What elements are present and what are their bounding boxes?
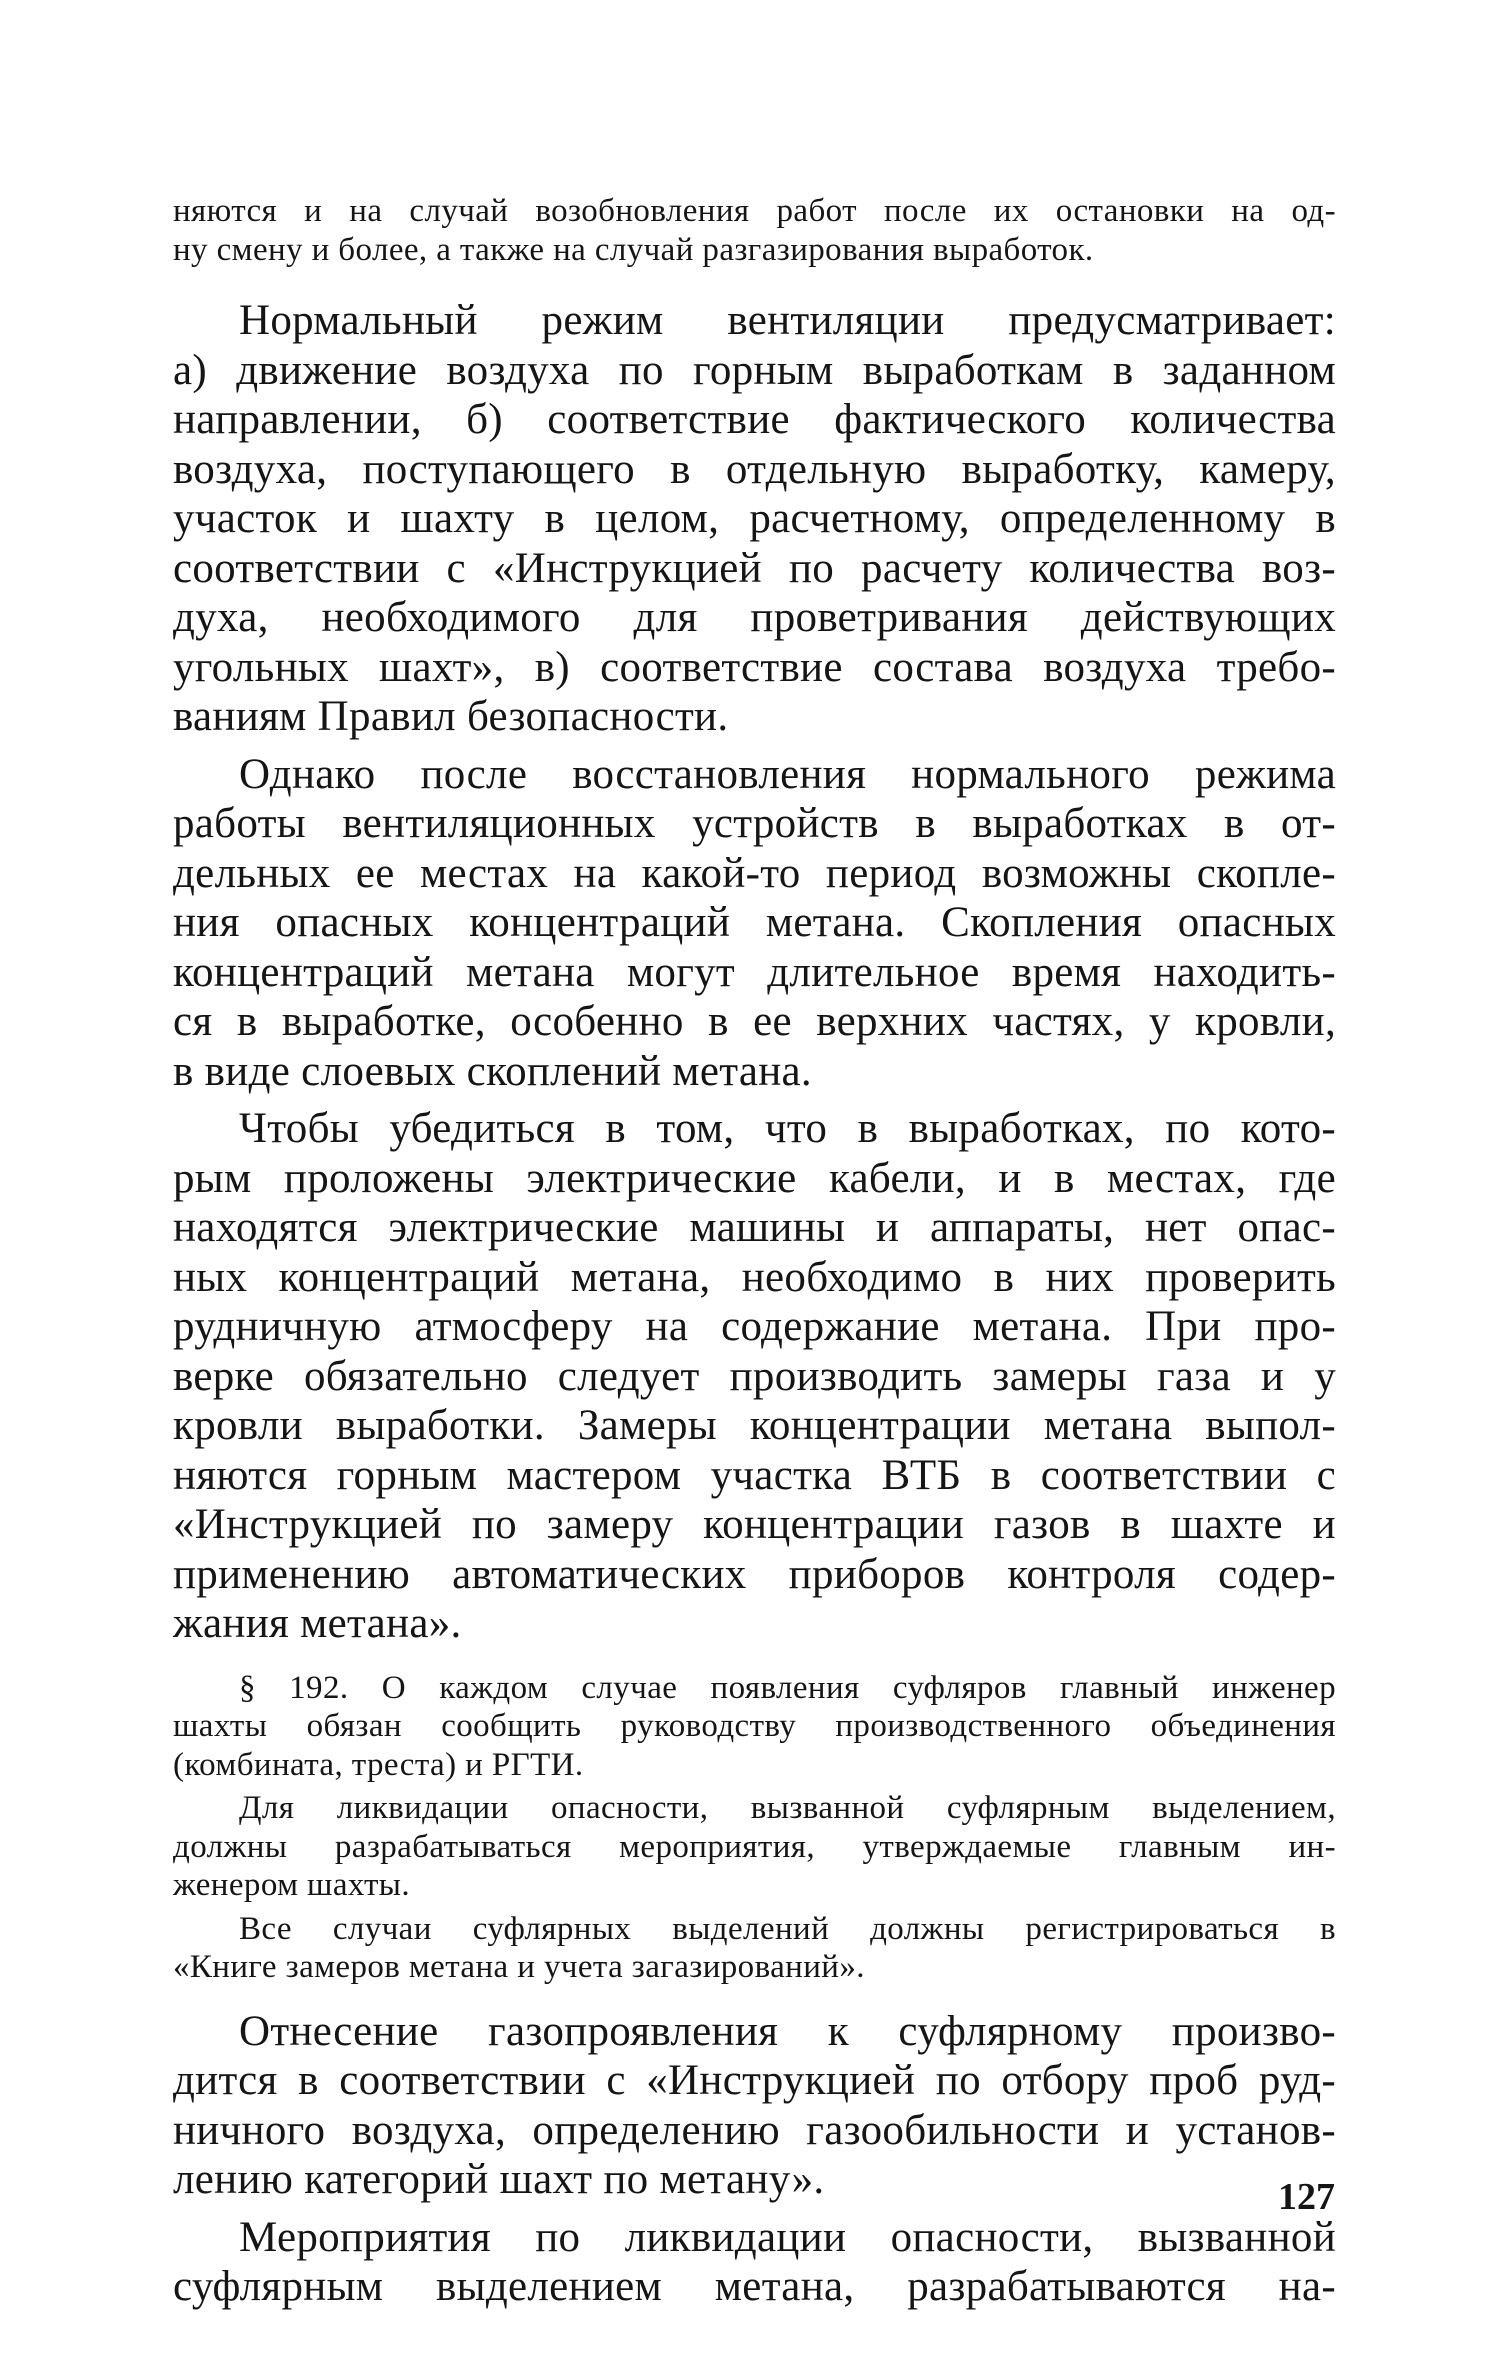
text-line: участок и шахту в целом, расчетному, определенному в bbox=[173, 495, 1336, 542]
text-line: должны разрабатываться мероприятия, утверждаемые главным ин- bbox=[173, 1828, 1336, 1865]
text-line: верке обязательно следует производить замеры газа и у bbox=[173, 1352, 1336, 1400]
text-line: рудничную атмосферу на содержание метана. При про- bbox=[173, 1303, 1336, 1350]
text-line: концентраций метана могут длительное время находить- bbox=[173, 948, 1336, 996]
text-line: в виде слоевых скоплений метана. bbox=[173, 1047, 812, 1095]
text-line: ну смену и более, а также на случай разгазирования выработок. bbox=[173, 231, 1094, 268]
paragraph-measures bbox=[173, 2213, 1336, 2312]
text-line: дельных ее местах на какой-то период возможны скопле- bbox=[173, 849, 1336, 897]
text-line: Для ликвидации опасности, вызванной суфлярным выделением, bbox=[239, 1790, 1336, 1826]
paragraph-methane-check bbox=[173, 1104, 1336, 1649]
text-line: шахты обязан сообщить руководству производственного объединения bbox=[173, 1708, 1336, 1744]
text-line: Мероприятия по ликвидации опасности, вызванной bbox=[239, 2213, 1336, 2261]
text-line: Чтобы убедиться в том, что в выработках, по кото- bbox=[239, 1105, 1336, 1152]
paragraph-methane-accumulation bbox=[173, 750, 1336, 1097]
text-line: женером шахты. bbox=[173, 1867, 411, 1903]
text-line: ся в выработке, особенно в ее верхних частях, у кровли, bbox=[173, 998, 1336, 1045]
text-line: духа, необходимого для проветривания действующих bbox=[173, 594, 1336, 641]
page-number: 127 bbox=[1278, 2176, 1335, 2218]
text-line: ния опасных концентраций метана. Скопления опасных bbox=[173, 899, 1336, 946]
text-line: применению автоматических приборов контроля содер- bbox=[173, 1550, 1336, 1598]
text-line: суфлярным выделением метана, разрабатываются на- bbox=[173, 2263, 1336, 2310]
text-line: Однако после восстановления нормального режима bbox=[239, 750, 1336, 798]
text-line: «Книге замеров метана и учета загазирований». bbox=[173, 1949, 865, 1985]
text-line: ных концентраций метана, необходимо в них проверить bbox=[173, 1253, 1336, 1301]
text-line: жания метана». bbox=[173, 1600, 462, 1647]
rule-paragraph-registration bbox=[173, 1910, 1336, 1987]
text-line: лению категорий шахт по метану». bbox=[173, 2156, 825, 2203]
text-line: ваниям Правил безопасности. bbox=[173, 693, 729, 740]
text-line: Отнесение газопроявления к суфлярному произво- bbox=[239, 2007, 1336, 2055]
paragraph-continuation bbox=[173, 192, 1336, 269]
text-line: воздуха, поступающего в отдельную выработку, камеру, bbox=[173, 445, 1336, 493]
text-line: угольных шахт», в) соответствие состава воздуха требо- bbox=[173, 643, 1336, 691]
text-line: (комбината, треста) и РГТИ. bbox=[173, 1746, 584, 1783]
text-line: рым проложены электрические кабели, и в местах, где bbox=[173, 1154, 1336, 1202]
text-line: кровли выработки. Замеры концентрации метана выпол- bbox=[173, 1402, 1336, 1449]
paragraph-blower-classification bbox=[173, 2007, 1336, 2205]
paragraph-normal-ventilation bbox=[173, 296, 1336, 742]
text-line: работы вентиляционных устройств в выработках в от- bbox=[173, 800, 1336, 847]
text-line: ничного воздуха, определению газообильности и установ- bbox=[173, 2106, 1336, 2154]
text-line: Нормальный режим вентиляции предусматривает: bbox=[239, 297, 1336, 344]
text-line: находятся электрические машины и аппараты, нет опас- bbox=[173, 1204, 1336, 1251]
text-line: направлении, б) соответствие фактического количества bbox=[173, 396, 1336, 443]
text-line: § 192. О каждом случае появления суфляров главный инженер bbox=[239, 1669, 1336, 1706]
text-line: Все случаи суфлярных выделений должны регистрироваться в bbox=[239, 1910, 1336, 1947]
page-body bbox=[173, 192, 1336, 2312]
text-line: а) движение воздуха по горным выработкам в заданном bbox=[173, 346, 1336, 394]
text-line: няются горным мастером участка ВТБ в соответствии с bbox=[173, 1451, 1336, 1499]
text-line: няются и на случай возобновления работ после их остановки на од- bbox=[173, 193, 1336, 229]
text-line: «Инструкцией по замеру концентрации газов в шахте и bbox=[173, 1501, 1336, 1548]
section-192-paragraph bbox=[173, 1669, 1336, 1785]
text-line: дится в соответствии с «Инструкцией по отбору проб руд- bbox=[173, 2057, 1336, 2104]
rule-paragraph-liquidation bbox=[173, 1789, 1336, 1905]
text-line: соответствии с «Инструкцией по расчету количества воз- bbox=[173, 544, 1336, 592]
